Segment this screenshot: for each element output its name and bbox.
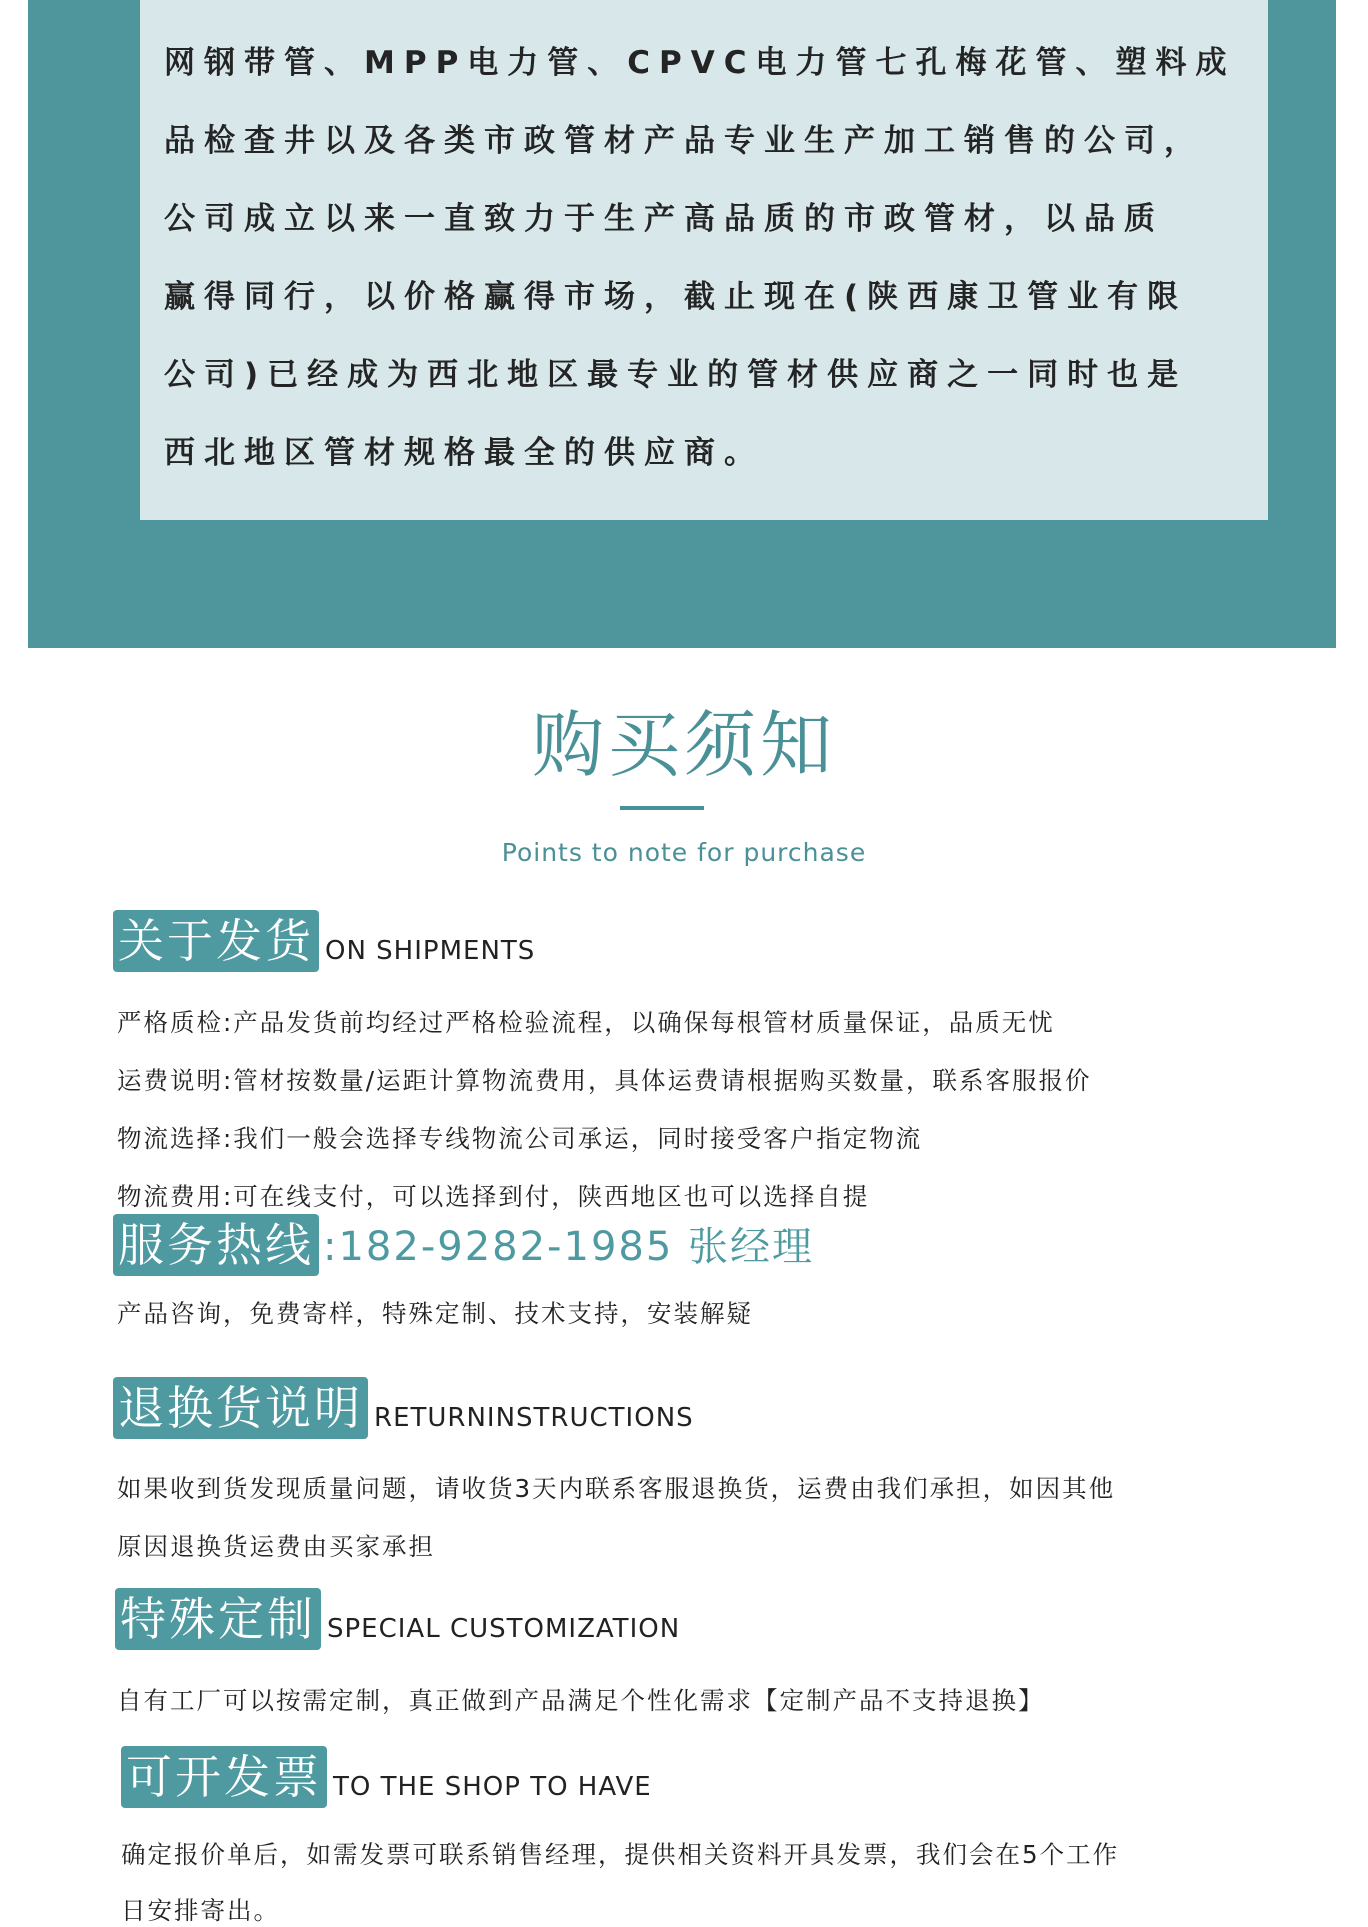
custom-line: 自有工厂可以按需定制，真正做到产品满足个性化需求【定制产品不支持退换】 bbox=[117, 1686, 1045, 1715]
section-custom-en: SPECIAL CUSTOMIZATION bbox=[327, 1614, 681, 1644]
intro-line: 品检查井以及各类市政管材产品专业生产加工销售的公司， bbox=[164, 123, 1204, 159]
section-returns-header bbox=[113, 1377, 694, 1439]
hotline-line: 产品咨询，免费寄样，特殊定制、技术支持，安装解疑 bbox=[117, 1299, 753, 1328]
intro-line: 公司成立以来一直致力于生产高品质的市政管材，以品质 bbox=[164, 201, 1164, 237]
section-custom-header bbox=[115, 1588, 680, 1650]
intro-line: 网钢带管、MPP电力管、CPVC电力管七孔梅花管、塑料成 bbox=[164, 45, 1236, 81]
title-underline bbox=[620, 806, 704, 810]
section-shipping-en: ON SHIPMENTS bbox=[325, 936, 536, 966]
purchase-notes-subtitle: Points to note for purchase bbox=[501, 838, 867, 867]
section-hotline-tag: 服务热线 bbox=[113, 1214, 319, 1276]
invoice-line: 日安排寄出。 bbox=[121, 1896, 280, 1925]
section-custom-tag: 特殊定制 bbox=[115, 1588, 321, 1650]
invoice-line: 确定报价单后，如需发票可联系销售经理，提供相关资料开具发票，我们会在5个工作 bbox=[121, 1840, 1120, 1869]
section-shipping-tag: 关于发货 bbox=[113, 910, 319, 972]
shipping-line: 物流选择:我们一般会选择专线物流公司承运，同时接受客户指定物流 bbox=[117, 1124, 923, 1153]
purchase-notes-title: 购买须知 bbox=[531, 703, 836, 787]
intro-teal-band bbox=[28, 0, 1336, 648]
section-returns-tag: 退换货说明 bbox=[113, 1377, 368, 1439]
section-invoice-tag: 可开发票 bbox=[121, 1746, 327, 1808]
section-invoice-en: TO THE SHOP TO HAVE bbox=[333, 1772, 652, 1802]
intro-line: 西北地区管材规格最全的供应商。 bbox=[164, 435, 764, 471]
section-hotline-header bbox=[113, 1214, 814, 1276]
hotline-phone-number: :182-9282-1985 张经理 bbox=[323, 1224, 814, 1270]
section-returns-en: RETURNINSTRUCTIONS bbox=[374, 1403, 694, 1433]
company-intro-box bbox=[140, 0, 1268, 520]
returns-line: 如果收到货发现质量问题，请收货3天内联系客服退换货，运费由我们承担，如因其他 bbox=[117, 1474, 1116, 1503]
shipping-line: 运费说明:管材按数量/运距计算物流费用，具体运费请根据购买数量，联系客服报价 bbox=[117, 1066, 1092, 1095]
returns-line: 原因退换货运费由买家承担 bbox=[117, 1532, 435, 1561]
shipping-line: 严格质检:产品发货前均经过严格检验流程，以确保每根管材质量保证，品质无忧 bbox=[117, 1008, 1055, 1037]
section-invoice-header bbox=[121, 1746, 652, 1808]
section-shipping-header bbox=[113, 910, 535, 972]
intro-line: 赢得同行，以价格赢得市场，截止现在(陕西康卫管业有限 bbox=[164, 279, 1188, 315]
shipping-line: 物流费用:可在线支付，可以选择到付，陕西地区也可以选择自提 bbox=[117, 1182, 870, 1211]
intro-line: 公司)已经成为西北地区最专业的管材供应商之一同时也是 bbox=[164, 357, 1188, 393]
